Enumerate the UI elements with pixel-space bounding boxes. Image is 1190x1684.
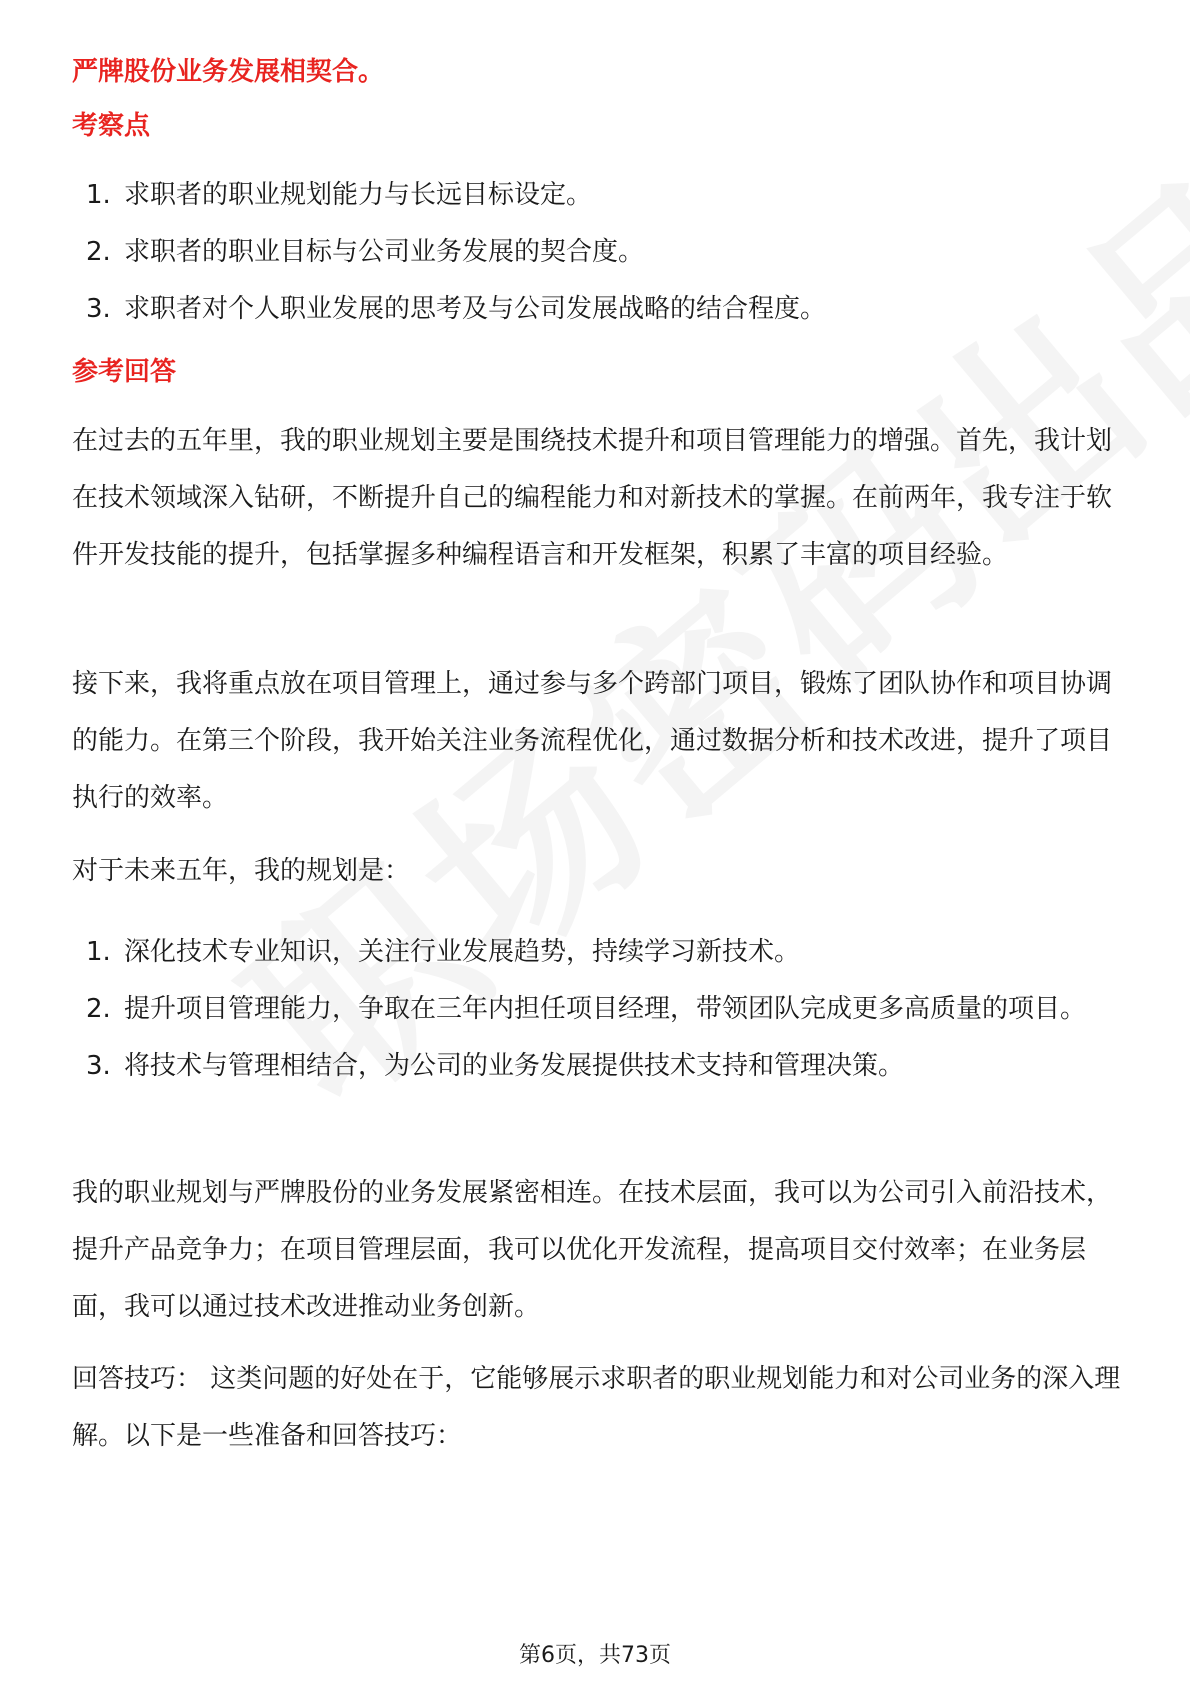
paragraph-answer-tips: 回答技巧： 这类问题的好处在于，它能够展示求职者的职业规划能力和对公司业务的深入理解。以下是一些准备和回答技巧： — [72, 1364, 1121, 1451]
paragraph-answer-1: 在过去的五年里，我的职业规划主要是围绕技术提升和项目管理能力的增强。首先，我计划在技术领域深入钻研，不断提升自己的编程能力和对新技术的掌握。在前两年，我专注于软件开发技能的提升，包括掌握多种编程语言和开发框架，积累了丰富的项目经验。 — [72, 426, 1113, 570]
section-heading-reference-answer: 参考回答 — [72, 357, 177, 387]
assessment-list — [72, 167, 1122, 338]
page-number-footer: 第6页，共73页 — [519, 1643, 671, 1668]
list-item: 3. 将技术与管理相结合，为公司的业务发展提供技术支持和管理决策。 — [86, 1051, 905, 1081]
paragraph-answer-3: 对于未来五年，我的规划是： — [72, 856, 411, 886]
list-item: 3. 求职者对个人职业发展的思考及与公司发展战略的结合程度。 — [86, 294, 827, 324]
list-item: 1. 深化技术专业知识，关注行业发展趋势，持续学习新技术。 — [86, 937, 801, 967]
list-item: 1. 求职者的职业规划能力与长远目标设定。 — [86, 180, 593, 210]
continued-heading-fragment: 严牌股份业务发展相契合。 — [72, 57, 385, 87]
list-item: 2. 提升项目管理能力，争取在三年内担任项目经理，带领团队完成更多高质量的项目。 — [86, 994, 1087, 1024]
paragraph-answer-2: 接下来，我将重点放在项目管理上，通过参与多个跨部门项目，锻炼了团队协作和项目协调的能力。在第三个阶段，我开始关注业务流程优化，通过数据分析和技术改进，提升了项目执行的效率。 — [72, 669, 1113, 813]
future-plan-list — [72, 924, 1122, 1095]
section-heading-assessment: 考察点 — [72, 111, 151, 141]
list-item: 2. 求职者的职业目标与公司业务发展的契合度。 — [86, 237, 645, 267]
paragraph-answer-4: 我的职业规划与严牌股份的业务发展紧密相连。在技术层面，我可以为公司引入前沿技术，提升产品竞争力；在项目管理层面，我可以优化开发流程，提高项目交付效率；在业务层面，我可以通过技术改进推动业务创新。 — [72, 1178, 1113, 1322]
